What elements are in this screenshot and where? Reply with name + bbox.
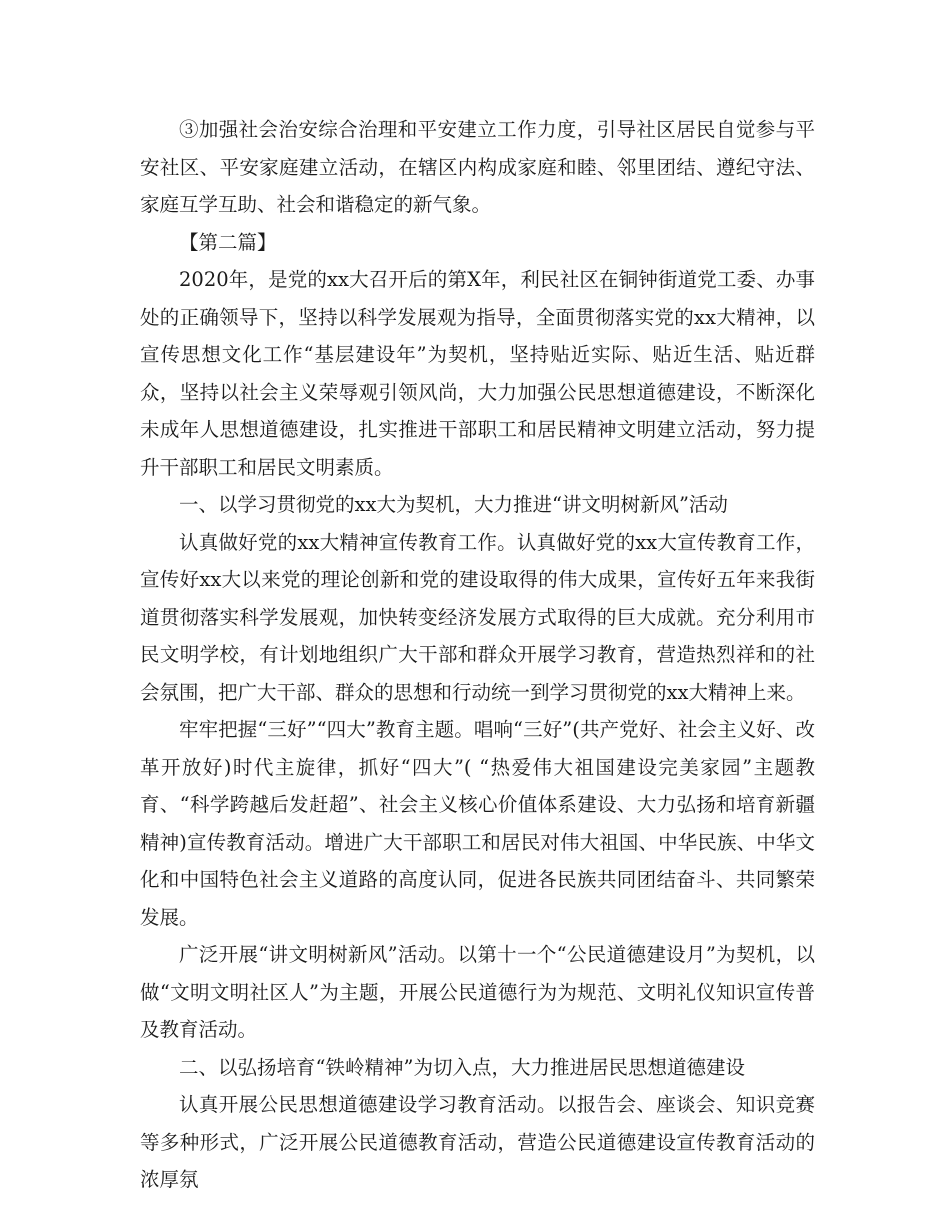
section-heading-second-article: 【第二篇】 xyxy=(179,230,277,254)
section-heading-one: 一、以学习贯彻党的xx大为契机，大力推进“讲文明树新风”活动 xyxy=(179,493,728,516)
paragraph-education-theme: 牢牢把握“三好”“四大”教育主题。唱响“三好”(共产党好、社会主义好、改革开放好)时代主旋律，抓好“四大”( “热爱伟大祖国建设完美家园”主题教育、“科学跨越后发赶超”、社会主义核心价值体系建设、大力弘扬和培育新疆精神)宣传教育活动。增进广大干部职工和居民对伟大祖国、中华民族、中华文化和中国特色社会主义道路的高度认同，促进各民族共同团结奋斗、共同繁荣发展。 xyxy=(140,718,815,929)
paragraph-propaganda-education: 认真做好党的xx大精神宣传教育工作。认真做好党的xx大宣传教育工作，宣传好xx大以来党的理论创新和党的建设取得的伟大成果，宣传好五年来我街道贯彻落实科学发展观，加快转变经济发展方式取得的巨大成就。充分利用市民文明学校，有计划地组织广大干部和群众开展学习教育，营造热烈祥和的社会氛围，把广大干部、群众的思想和行动统一到学习贯彻党的xx大精神上来。 xyxy=(140,530,815,704)
paragraph-intro-2020: 2020年，是党的xx大召开后的第X年，利民社区在铜钟街道党工委、办事处的正确领导下，坚持以科学发展观为指导，全面贯彻落实党的xx大精神，以宣传思想文化工作“基层建设年”为契机，坚持贴近实际、贴近生活、贴近群众，坚持以社会主义荣辱观引领风尚，大力加强公民思想道德建设，不断深化未成年人思想道德建设，扎实推进干部职工和居民精神文明建立活动，努力提升干部职工和居民文明素质。 xyxy=(140,268,815,479)
paragraph-moral-education: 认真开展公民思想道德建设学习教育活动。以报告会、座谈会、知识竞赛等多种形式，广泛开展公民道德教育活动，营造公民道德建设宣传教育活动的浓厚氛 xyxy=(140,1093,815,1191)
section-heading-two: 二、以弘扬培育“铁岭精神”为切入点，大力推进居民思想道德建设 xyxy=(179,1055,745,1079)
document-body xyxy=(140,111,815,1199)
paragraph-public-security: ③加强社会治安综合治理和平安建立工作力度，引导社区居民自觉参与平安社区、平安家庭建立活动，在辖区内构成家庭和睦、邻里团结、遵纪守法、家庭互学互助、社会和谐稳定的新气象。 xyxy=(140,118,815,216)
paragraph-civilization-activity: 广泛开展“讲文明树新风”活动。以第十一个“公民道德建设月”为契机，以做“文明文明社区人”为主题，开展公民道德行为为规范、文明礼仪知识宣传普及教育活动。 xyxy=(140,943,815,1041)
